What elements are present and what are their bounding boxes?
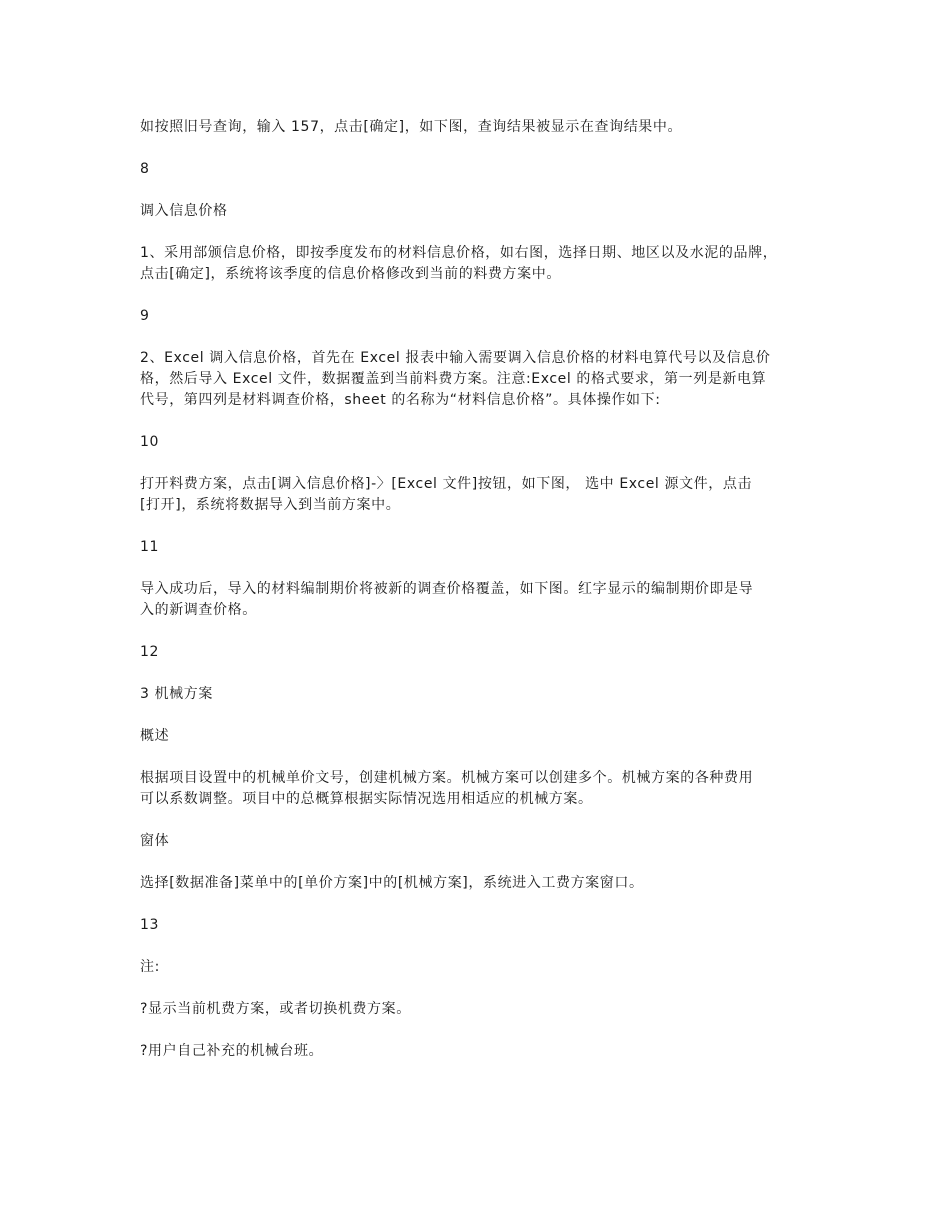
note-item-current-plan: ?显示当前机费方案，或者切换机费方案。: [140, 1001, 411, 1017]
figure-number-12: 12: [140, 644, 160, 660]
paragraph-ministry-info-price: 1、采用部颁信息价格，即按季度发布的材料信息价格，如右图，选择日期、地区以及水泥的品牌， 点击[确定]，系统将该季度的信息价格修改到当前的料费方案中。: [140, 245, 778, 282]
paragraph-open-material-plan: 打开料费方案，点击[调入信息价格]-〉[Excel 文件]按钮，如下图， 选中 Excel 源文件，点击 [打开]，系统将数据导入到当前方案中。: [140, 476, 753, 513]
subheading-overview: 概述: [140, 728, 170, 744]
subheading-window: 窗体: [140, 833, 170, 849]
paragraph-import-success: 导入成功后，导入的材料编制期价将被新的调查价格覆盖，如下图。红字显示的编制期价即是导 入的新调查价格。: [140, 581, 754, 618]
section-heading-import-info-price: 调入信息价格: [140, 203, 228, 219]
section-heading-machinery-plan: 3 机械方案: [140, 686, 213, 702]
figure-number-8: 8: [140, 161, 150, 177]
paragraph-machinery-overview: 根据项目设置中的机械单价文号，创建机械方案。机械方案可以创建多个。机械方案的各种费用 可以系数调整。项目中的总概算根据实际情况选用相适应的机械方案。: [140, 770, 754, 807]
figure-number-10: 10: [140, 434, 160, 450]
figure-number-13: 13: [140, 917, 160, 933]
paragraph-window-instruction: 选择[数据准备]菜单中的[单价方案]中的[机械方案]，系统进入工费方案窗口。: [140, 875, 644, 891]
document-page: [140, 117, 830, 1083]
paragraph-excel-info-price: 2、Excel 调入信息价格，首先在 Excel 报表中输入需要调入信息价格的材料电算代号以及信息价 格，然后导入 Excel 文件，数据覆盖到当前料费方案。注意:Excel 的格式要求，第一列是新电算 代号，第四列是材料调查价格，sheet 的名称为“材料信息价格”。具体操作如下:: [140, 350, 771, 408]
paragraph-query-instruction: 如按照旧号查询，输入 157，点击[确定]，如下图，查询结果被显示在查询结果中。: [140, 119, 683, 135]
note-item-user-machinery: ?用户自己补充的机械台班。: [140, 1043, 324, 1059]
figure-number-9: 9: [140, 308, 150, 324]
figure-number-11: 11: [140, 539, 160, 555]
note-label: 注:: [140, 959, 160, 975]
